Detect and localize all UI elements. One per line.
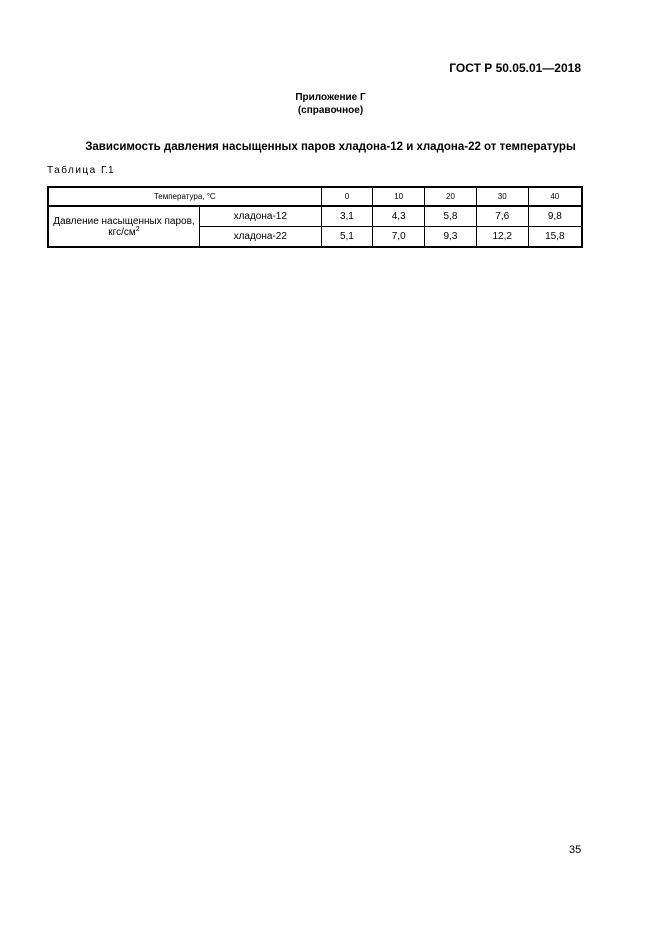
- appendix-subtitle: (справочное): [297, 105, 364, 116]
- pressure-value: 4,3: [373, 206, 425, 227]
- temperature-cell: 20: [425, 187, 477, 206]
- temperature-cell: 30: [476, 187, 528, 206]
- refrigerant-name: хладона-22: [199, 227, 321, 248]
- temperature-cell: 10: [373, 187, 425, 206]
- parameter-label: [48, 206, 199, 247]
- pressure-value: 7,0: [373, 227, 425, 248]
- page-number: 35: [569, 844, 582, 856]
- temperature-cell: 40: [528, 187, 582, 206]
- appendix-heading: [0, 91, 661, 117]
- parameter-label-text: Давление насыщенных паров, кгс/см: [53, 215, 195, 238]
- appendix-title: Приложение Г: [295, 92, 366, 103]
- temperature-cell: 0: [321, 187, 373, 206]
- table-label: [47, 165, 114, 176]
- refrigerant-name: хладона-12: [199, 206, 321, 227]
- pressure-value: 5,1: [321, 227, 373, 248]
- pressure-value: 9,3: [425, 227, 477, 248]
- pressure-value: 12,2: [476, 227, 528, 248]
- pressure-value: 9,8: [528, 206, 582, 227]
- pressure-value: 5,8: [425, 206, 477, 227]
- section-title: Зависимость давления насыщенных паров хладона-12 и хладона-22 от температуры: [85, 141, 576, 153]
- table-header-row: [48, 187, 582, 206]
- parameter-label-exponent: 2: [135, 225, 140, 233]
- document-code: ГОСТ Р 50.05.01—2018: [449, 61, 581, 75]
- table-label-number: Г.1: [101, 165, 114, 176]
- pressure-value: 7,6: [476, 206, 528, 227]
- pressure-table: [47, 186, 583, 248]
- table-label-prefix: Таблица: [47, 165, 97, 176]
- temperature-header: Температура, °С: [48, 187, 321, 206]
- pressure-value: 3,1: [321, 206, 373, 227]
- table-row: [48, 206, 582, 227]
- pressure-value: 15,8: [528, 227, 582, 248]
